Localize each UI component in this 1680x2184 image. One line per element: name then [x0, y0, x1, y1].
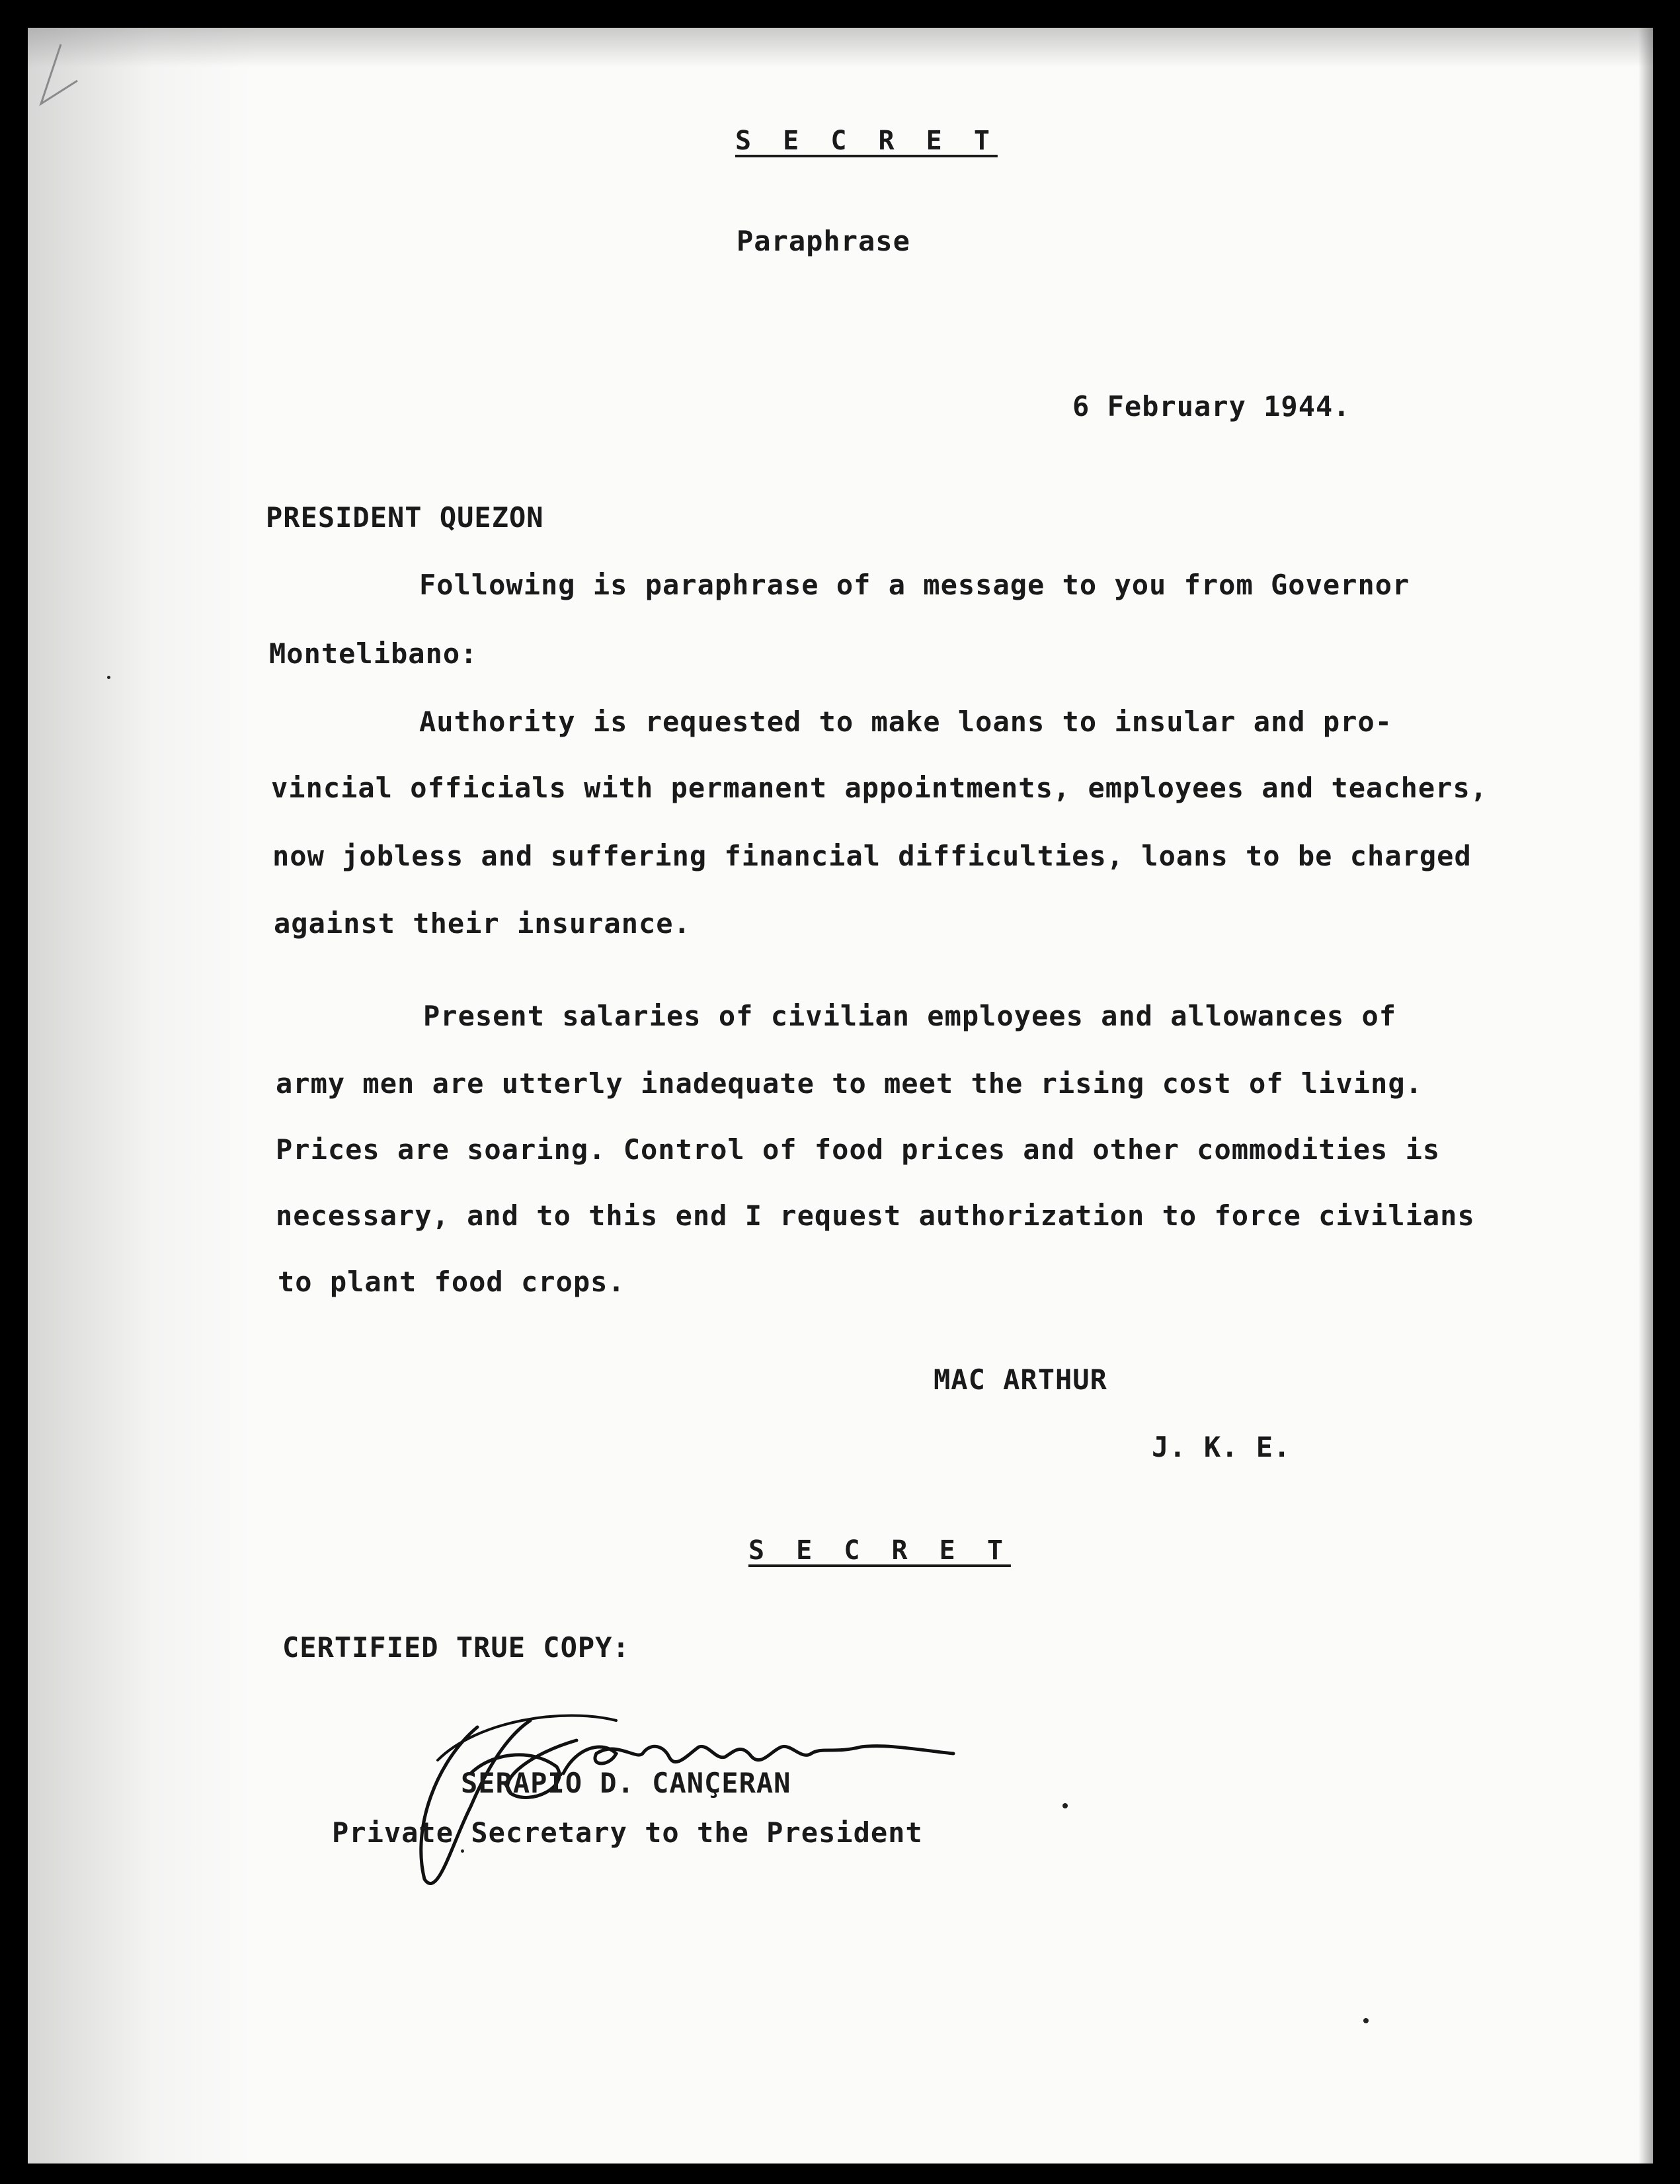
paragraph-2-line-1: Present salaries of civilian employees and allowances of [423, 1000, 1397, 1032]
signatory-title: Private Secretary to the President [332, 1816, 923, 1849]
paragraph-2-line-5: to plant food crops. [278, 1266, 625, 1298]
paragraph-2-line-4: necessary, and to this end I request authorization to force civilians [276, 1199, 1475, 1232]
certification-label: CERTIFIED TRUE COPY: [282, 1631, 630, 1664]
intro-line-1: Following is paraphrase of a message to you from Governor [419, 569, 1410, 601]
page-shadow-top [28, 28, 1653, 67]
paragraph-2-line-3: Prices are soaring. Control of food prices and other commodities is [276, 1133, 1441, 1166]
classification-header: S E C R E T [735, 126, 998, 156]
sender-name: MAC ARTHUR [934, 1363, 1107, 1396]
paragraph-1-line-4: against their insurance. [274, 907, 691, 940]
paragraph-1-line-1: Authority is requested to make loans to insular and pro- [419, 706, 1393, 738]
subheading: Paraphrase [737, 225, 910, 257]
folded-corner-mark [34, 41, 81, 120]
paragraph-1-line-3: now jobless and suffering financial difficulties, loans to be charged [272, 840, 1472, 872]
paragraph-1-line-2: vincial officials with permanent appointments, employees and teachers, [271, 772, 1488, 804]
page-edge [1638, 28, 1653, 2164]
page-shadow [28, 28, 253, 2164]
document-page [28, 28, 1653, 2164]
intro-line-2: Montelibano: [269, 637, 478, 670]
document-date: 6 February 1944. [1072, 390, 1351, 423]
typist-initials: J. K. E. [1152, 1431, 1291, 1463]
signatory-name: SERAPIO D. CANÇERAN [461, 1767, 791, 1799]
paragraph-2-line-2: army men are utterly inadequate to meet the rising cost of living. [276, 1067, 1423, 1100]
addressee: PRESIDENT QUEZON [266, 501, 544, 534]
classification-footer: S E C R E T [748, 1535, 1011, 1566]
